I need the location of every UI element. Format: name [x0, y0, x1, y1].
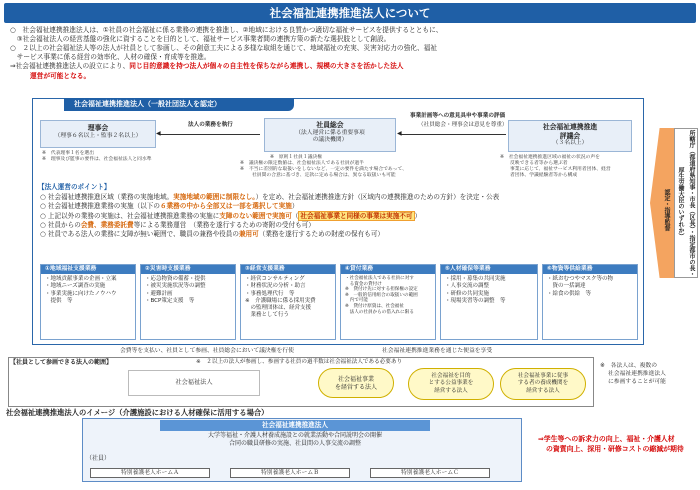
business-item: ・給食の供給 等 [547, 290, 592, 297]
point-text: ） [414, 211, 422, 220]
intro-line: サービス事業に係る経営の効率化、人材の確保・育成等を推進。 [10, 53, 211, 62]
nursing-home-c: 特別養護老人ホームＣ [370, 468, 490, 478]
expected-result [538, 435, 688, 454]
execution-arrow [160, 134, 260, 135]
points-header: 【法人運営のポイント】 [38, 183, 111, 191]
member-type-text: する者の養成機関を [517, 380, 569, 387]
council-card [508, 120, 632, 152]
point-item: ○ 社会福祉連携推進業務の実施（以下の６業務の中から全部又は一部を選択して実施） [40, 202, 299, 211]
business-item: ・人事交流の調整 [445, 283, 490, 290]
business-item: ・採用・募集の共同実施 [445, 276, 506, 282]
point-highlight: 会費、業務委託費 [80, 221, 134, 230]
member-type-text: 社会福祉事業 [337, 376, 374, 383]
evaluation-label: 事業計画等への意見具申や事業の評価 [410, 113, 506, 119]
point-text: （業務を遂行するための財産の保有も可） [258, 230, 385, 239]
business-item: ※ 一般的信用組合の取扱いの範囲 [345, 292, 418, 298]
general-assembly-title: 社員総会 [316, 121, 344, 129]
point-item: ○ 社員である法人の業務に支障が無い範囲で、職員の兼務や役員の兼用可（業務を遂行するための財産の保有も可） [40, 230, 385, 239]
council-note: ※ 社会福祉連携推進区域の福祉の状況の声を [500, 155, 600, 160]
member-type-text: を経営する法人 [334, 383, 377, 391]
example-activities [160, 432, 430, 449]
general-note: ※ 原則１社員１議決権 [270, 155, 322, 160]
member-type-social-business [318, 368, 394, 398]
business-item: る資金の貸付け [345, 281, 382, 287]
general-assembly-sub1: （法人運営に係る重要事項 [295, 129, 365, 136]
example-header: 社会福祉連携推進法人 [160, 420, 430, 431]
business-item: ・避難計画 [145, 290, 173, 297]
general-note: 社員間の合意に基づき、定款に定める場合は、異なる取扱いも可能 [252, 173, 396, 179]
business-item: 提供 等 [45, 297, 73, 304]
member-type-social-welfare-corp: 社会福祉法人 [128, 370, 260, 396]
note-line: ※ 各法人は、複数の [600, 363, 658, 369]
evaluation-arrow [400, 134, 506, 135]
competent-authority-box: 所轄庁（都道府県知事・市長（区長）・指定都市の長・厚生労働大臣のいずれか） [674, 128, 698, 278]
board-card [40, 120, 156, 148]
intro-conclusion-lead: ⇒社会福祉連携推進法人の設立により、 [10, 62, 130, 71]
council-title-2: 評議会 [559, 131, 581, 140]
general-assembly-card [264, 118, 396, 152]
nursing-home-b: 特別養護老人ホームＢ [230, 468, 350, 478]
business-box-management [240, 264, 336, 340]
example-section-title: 社会福祉連携推進法人のイメージ（介護施設における人材確保に活用する場合） [6, 408, 269, 417]
supervision-label: 認定・指導監督 [663, 189, 670, 231]
result-line: ⇒学生等への訴求力の向上、福祉・介護人材 [538, 435, 675, 443]
point-highlight: 支障のない範囲で実施可 [219, 211, 292, 220]
point-highlight: 兼用可 [238, 230, 259, 239]
point-text: 社員からの [47, 221, 81, 230]
business-item: ・財務状況の分析・助言 [245, 283, 306, 290]
business-box-disaster [140, 264, 236, 340]
business-item: ・応急物資の備蓄・提供 [145, 276, 206, 282]
member-type-text: 経営する法人 [434, 387, 468, 394]
general-assembly-notes [240, 155, 440, 180]
business-title: ①地域福祉支援業務 [41, 265, 135, 274]
points-list [40, 193, 640, 240]
nursing-home-a: 特別養護老人ホームＡ [90, 468, 210, 478]
business-item: ※ 貸付け原資は、社会福祉 [345, 303, 404, 309]
business-title: ③経営支援業務 [241, 265, 335, 274]
point-text: 社員である法人の業務に支障が無い範囲で、職員の兼務や役員の [47, 230, 239, 239]
point-text: 社会福祉連携推進区域（業務の実施地域。 [47, 193, 174, 201]
business-box-human-resources [440, 264, 538, 340]
point-warning: 社会福祉事業と同様の事業は実施不可 [300, 211, 413, 220]
note-line: 社会福祉連携推進法人 [608, 371, 666, 378]
arrow-head-left-icon: ◀ [397, 130, 402, 137]
point-text: （ [291, 211, 299, 220]
note-line: に参画することが可能 [608, 379, 666, 386]
business-item: ・社会福祉法人である社員に対す [345, 276, 414, 281]
business-item: ・経営コンサルティング [245, 276, 305, 282]
business-box-lending [340, 264, 436, 340]
point-text: ） [291, 202, 299, 211]
board-note: ※ 代表理事１名を選出 [42, 151, 94, 156]
business-item: ※ 貸付け先に対する担保権の設定 [345, 287, 418, 293]
business-item: ・現場実習等の調整 等 [445, 297, 506, 304]
point-text: 等による業務運営 （業務を遂行するための寄附の受付も可） [133, 221, 315, 230]
business-title: ④貸付業務 [341, 265, 435, 274]
point-text: 上記以外の業務の実施は、社会福祉連携推進業務の実施に [47, 211, 220, 220]
board-notes [42, 151, 172, 163]
evaluation-sub-label: （社員総会・理事会は意見を尊重） [418, 122, 508, 128]
business-item: 内で可能 [345, 298, 368, 304]
member-range-header: 【社員として参画できる法人の範囲】 [10, 359, 113, 366]
member-range-note: ※ ２以上の法人が参画し、参画する社員の過半数は社会福祉法人である必要あり [196, 359, 403, 365]
member-benefit-label: 社会福祉連携推進業務を通じた便益を享受 [382, 348, 493, 354]
multiple-participation-note [600, 362, 696, 386]
business-item: ・研修の共同実施 [445, 290, 490, 297]
member-type-text: 社会福祉を目的 [431, 373, 471, 379]
general-note: ※ 不当に差別的な取扱いをしないなど、一定の要件を満たす場合であって、 [240, 167, 407, 173]
board-title: 理事会 [87, 124, 109, 132]
point-highlight: 実施地域の範囲に制限なし。 [173, 193, 256, 201]
board-sub: （理事６名以上・監事２名以上） [54, 132, 142, 139]
member-type-training-institute [500, 368, 586, 400]
member-type-text: 社会福祉事業に従事 [517, 373, 569, 379]
general-assembly-sub2: の議決機関） [312, 137, 348, 144]
business-item: ・地域貢献事業の企画・立案 [45, 276, 117, 282]
point-highlight: ６業務の中から全部又は一部を選択して実施 [159, 202, 292, 211]
business-item: の監理団体は、経営支援 [245, 305, 312, 311]
business-item: 資の一括調達 [547, 283, 586, 290]
board-note: ※ 理事及び監事の要件は、社会福祉法人と同水準 [42, 157, 152, 163]
example-activity: 大学等福祉・介護人材養成施設との就業活動や合同説明会の開催 [207, 432, 382, 439]
business-item: 法人の社員からの借入れに限る [345, 309, 414, 315]
member-type-text: とする公益事業を [428, 380, 474, 387]
business-box-supplies [542, 264, 638, 340]
point-item: ○ 社会福祉連携推進区域（業務の実施地域。実施地域の範囲に制限なし。）を定め、社会福祉連携推進方針（区域内の連携推進のための方針）を決定・公表 [40, 193, 500, 201]
point-text: 社会福祉連携推進業務の実施（以下の [47, 202, 160, 211]
intro-line: ③社会福祉法人の経営基盤の強化に資することを目的として、福祉サービス事業者間の連携方策の新たな選択肢として創設。 [10, 35, 391, 44]
intro-conclusion-highlight: 同じ目的意識を持つ法人が個々の自主性を保ちながら連携し、規模の大きさを活かした法人 [129, 62, 404, 71]
council-sub: （３名以上） [552, 140, 588, 147]
execution-label: 法人の業務を執行 [188, 122, 233, 128]
intro-conclusion [10, 62, 650, 71]
members-label: （社員） [86, 455, 111, 462]
business-item: ・BCP策定支援 等 [145, 297, 195, 304]
business-item: 業務として行う [245, 312, 290, 319]
business-item: ・事務処理代行 等 [245, 290, 295, 297]
intro-conclusion-highlight-2: 運営が可能となる。 [30, 71, 91, 80]
business-title: ⑤人材確保等業務 [441, 265, 537, 274]
member-payment-label: 会費等を支払い、社員として参画、社員総会において議決権を行使 [120, 348, 294, 354]
member-type-text: 経営する法人 [526, 387, 560, 394]
business-box-regional-welfare [40, 264, 136, 340]
point-text: ）を定め、社会福祉連携推進方針（区域内の連携推進のための方針）を決定・公表 [255, 193, 500, 201]
council-note: 反映できる者等から選ぶ者 [510, 161, 568, 167]
council-note: 者団体、学識経験者等から構成 [510, 173, 578, 179]
result-line: の資質向上、採用・研修コストの縮減が期待 [546, 444, 684, 453]
business-title: ②災害時支援業務 [141, 265, 235, 274]
business-item: ※ 介護職場に係る採用実費 [245, 297, 316, 304]
point-item: ○ 上記以外の業務の実施は、社会福祉連携推進業務の実施に支障のない範囲で実施可（ 社会福祉事業と同様の事業は実施不可 ） [40, 211, 422, 220]
point-item: ○ 社員からの会費、業務委託費等による業務運営 （業務を遂行するための寄附の受付も可） [40, 221, 315, 230]
business-item: ・被災実施状況等の調整 [145, 283, 206, 290]
business-item: ・地域ニーズ調査の実施 [45, 283, 106, 290]
business-item: ・事業実施に向けたノウハウ [45, 290, 117, 297]
arrow-head-left-icon: ◀ [156, 130, 161, 137]
council-note: 事業に応じて、福祉サービス利用者団体、経営 [510, 167, 611, 173]
business-title: ⑥物資等供給業務 [543, 265, 637, 274]
main-structure-header: 社会福祉連携推進法人（一般社団法人を認定） [64, 98, 294, 111]
page-title: 社会福祉連携推進法人について [4, 3, 696, 23]
member-type-public-interest [408, 368, 494, 400]
intro-line: ○ 社会福祉連携推進法人は、①社員の社会福祉に係る業務の連携を推進し、②地域における良質かつ適切な福祉サービスを提供するとともに、 [10, 26, 443, 34]
council-notes [500, 155, 642, 180]
council-title: 社会福祉連携推進 [542, 123, 598, 131]
intro-text [10, 26, 650, 81]
intro-line: ○ ２以上の社会福祉法人等の法人が社員として参画し、その創意工夫による多様な取組を通じて、地域福祉の充実、災害対応力の強化、福祉 [10, 44, 438, 53]
example-activity: 合同の職員研修の実施、社員間の人事交流の調整 [228, 440, 361, 448]
general-note: ※ 議決権の限定数値は、社会福祉法人である社員が過半 [240, 161, 364, 167]
business-item: ・紙おむつやマスク等の物 [547, 276, 614, 282]
